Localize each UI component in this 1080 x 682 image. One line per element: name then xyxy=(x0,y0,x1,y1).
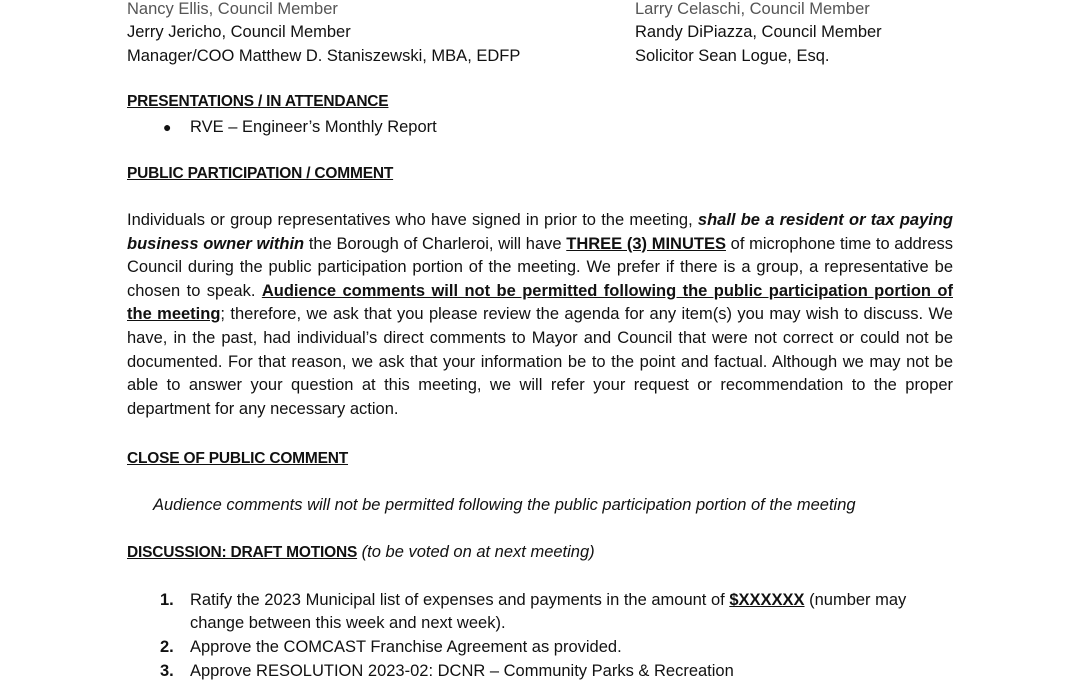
presentations-heading: PRESENTATIONS / IN ATTENDANCE xyxy=(127,93,389,110)
public-participation-paragraph: Individuals or group representatives who have signed in prior to the meeting, shall be a resident or tax paying business owner within the Borough of Charleroi, will have THREE (3) MINUTES of microphone time to address Council during the public participation portion of the meeting. We prefer if there is a group, a representative be chosen to speak. Audience comments will not be permitted following the public participation portion of the meeting; therefore, we ask that you please review the agenda for any item(s) you may wish to discuss. We have, in the past, had individual’s direct comments to Mayor and Council that were not correct or could not be documented. For that reason, we ask that your information be to the point and factual. Although we may not be able to answer your question at this meeting, we will refer your request or recommendation to the proper department for any necessary action. xyxy=(127,211,954,418)
motion-item: Approve RESOLUTION 2023-02: DCNR – Community Parks & Recreation xyxy=(190,662,734,680)
motion-number: 2. xyxy=(160,638,174,656)
bullet-icon: ● xyxy=(163,119,172,135)
discussion-note: (to be voted on at next meeting) xyxy=(357,543,595,561)
attendee-manager-coo: Manager/COO Matthew D. Staniszewski, MBA, EDFP xyxy=(127,47,521,65)
discussion-heading: DISCUSSION: DRAFT MOTIONS xyxy=(127,544,358,561)
attendee-larry-celaschi: Larry Celaschi, Council Member xyxy=(635,0,870,18)
public-participation-heading: PUBLIC PARTICIPATION / COMMENT xyxy=(127,165,394,182)
discussion-heading-line xyxy=(127,541,595,564)
presentation-item: RVE – Engineer’s Monthly Report xyxy=(190,118,437,136)
attendee-jerry-jericho: Jerry Jericho, Council Member xyxy=(127,23,351,41)
motion-number: 1. xyxy=(160,591,174,609)
close-public-comment-note: Audience comments will not be permitted following the public participation portion of the meeting xyxy=(153,496,856,514)
motion-item: Ratify the 2023 Municipal list of expenses and payments in the amount of $XXXXXX (number may change between this week and next week). xyxy=(190,591,907,632)
close-public-comment-heading: CLOSE OF PUBLIC COMMENT xyxy=(127,450,349,467)
attendee-nancy-ellis: Nancy Ellis, Council Member xyxy=(127,0,338,18)
attendee-solicitor: Solicitor Sean Logue, Esq. xyxy=(635,47,830,65)
motion-item: Approve the COMCAST Franchise Agreement as provided. xyxy=(190,638,622,656)
attendee-randy-dipiazza: Randy DiPiazza, Council Member xyxy=(635,23,882,41)
motion-number: 3. xyxy=(160,662,174,680)
